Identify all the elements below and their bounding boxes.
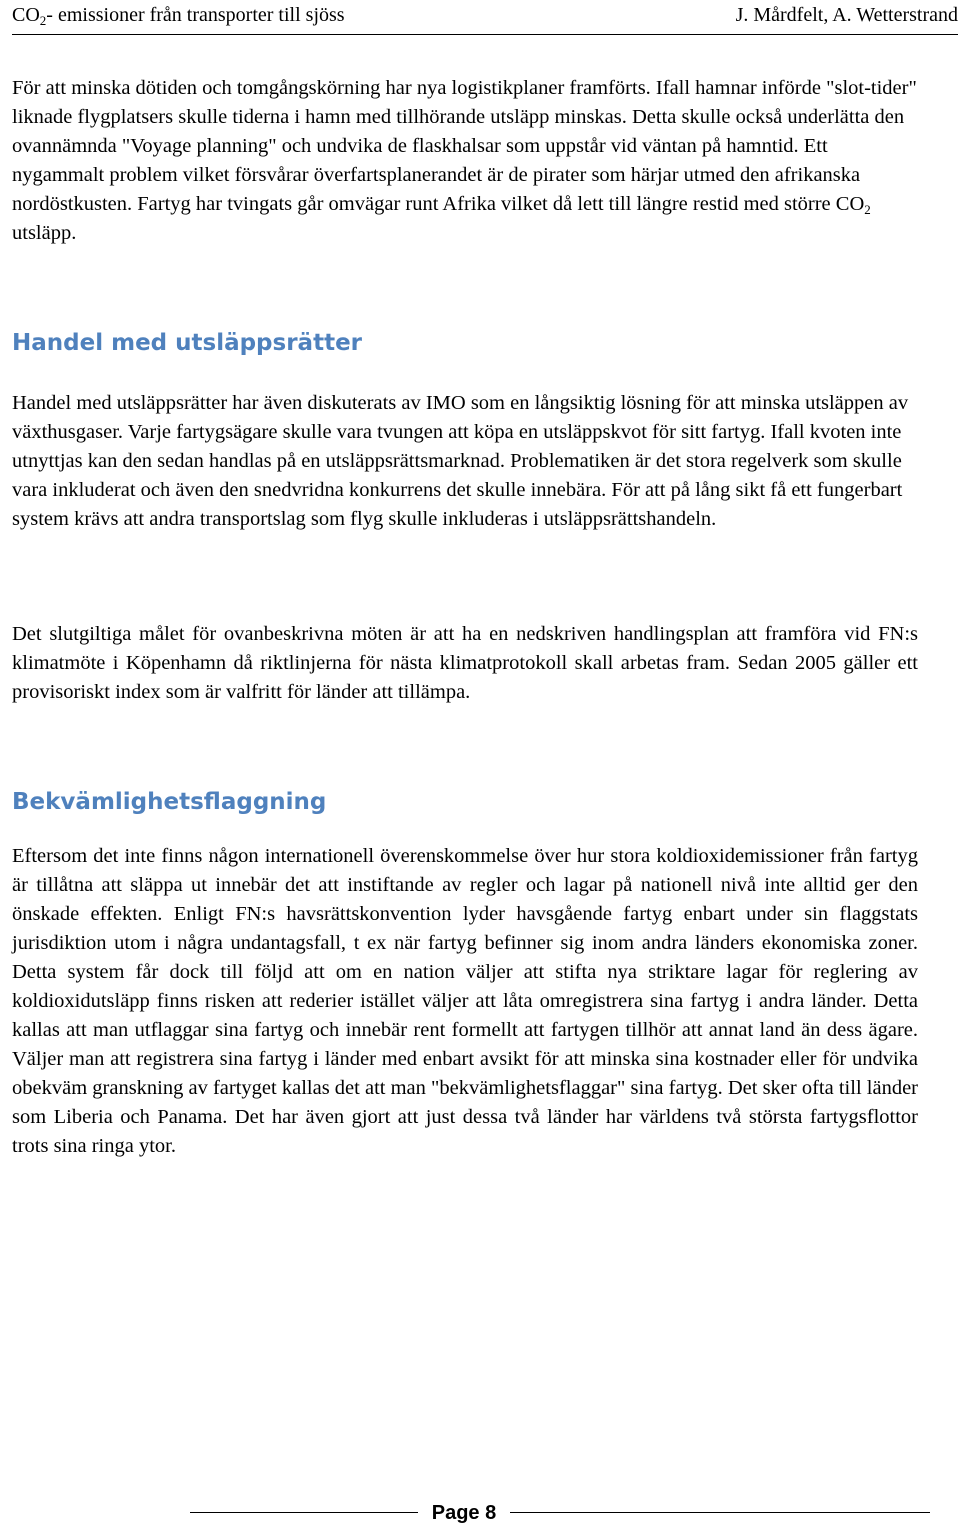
section-heading-flags-of-convenience: Bekvämlighetsflaggning [12, 789, 327, 815]
title-prefix: CO [12, 4, 40, 26]
document-title [12, 0, 345, 30]
document-authors: J. Mårdfelt, A. Wetterstrand [735, 4, 958, 26]
intro-paragraph [12, 74, 922, 248]
section-heading-emissions-trading: Handel med utsläppsrätter [12, 330, 363, 356]
footer-divider-left [190, 1512, 418, 1513]
intro-subscript: 2 [864, 202, 871, 217]
title-suffix: - emissioner från transporter till sjöss [46, 4, 345, 26]
action-plan-paragraph: Det slutgiltiga målet för ovanbeskrivna möten är att ha en nedskriven handlingsplan att framföra vid FN:s klimatmöte i Köpenhamn då riktlinjerna för nästa klimatprotokoll skall arbetas fram. Sedan 2005 gäller ett provisoriskt index som är valfritt för länder att tillämpa. [12, 623, 918, 703]
flags-of-convenience-paragraph: Eftersom det inte finns någon internationell överenskommelse över hur stora koldioxidemissioner från fartyg är tillåtna att släppa ut innebär det att instiftande av regler och lagar på nationell nivå inte alltid ger den önskade effekten. Enligt FN:s havsrättskonvention lyder havsgående fartyg enbart under sin flaggstats jurisdiktion utom i några undantagsfall, t ex när fartyg befinner sig inom andra länders ekonomiska zoner. Detta system får dock till följd att om en nation väljer att stifta nya striktare lagar för reglering av koldioxidutsläpp finns risken att rederier istället väljer att låta omregistrera sina fartyg i andra länder. Detta kallas att man utflaggar sina fartyg och innebär rent formellt att fartygen tillhör att annat land än dess ägare. Väljer man att registrera sina fartyg i länder med enbart avsikt för att minska sina kostnader eller för undvika obekväm granskning av fartyget kallas det att man "bekvämlighetsflaggar" sina fartyg. Det sker ofta till länder som Liberia och Panama. Det har även gjort att just dessa två länder har världens två största fartygsflottor trots sina ringa ytor. [12, 845, 918, 1157]
footer-divider-right [510, 1512, 930, 1513]
page-number: Page 8 [431, 1502, 497, 1524]
title-subscript: 2 [39, 13, 47, 28]
page-header [0, 0, 960, 30]
emissions-trading-paragraph: Handel med utsläppsrätter har även diskuterats av IMO som en långsiktig lösning för att minska utsläppen av växthusgaser. Varje fartygsägare skulle vara tvungen att köpa en utsläppskvot för sitt fartyg. Ifall kvoten inte utnyttjas kan den sedan handlas på en utsläppsrättsmarknad. Problematiken är det stora regelverk som skulle vara inkluderat och även den snedvridna konkurrens det skulle innebära. För att på lång sikt få ett fungerbart system krävs att andra transportslag som flyg skulle inkluderas i utsläppsrättshandeln. [12, 392, 909, 530]
header-divider [12, 34, 958, 35]
intro-text: För att minska dötiden och tomgångskörning har nya logistikplaner framförts. Ifall hamnar införde "slot-tider" liknade flygplatsers skulle tiderna i hamn med tillhörande utsläpp minskas. Detta skulle också underlätta den ovannämnda "Voyage planning" och undvika de flaskhalsar som uppstår vid väntan på hamntid. Ett nygammalt problem vilket försvårar överfartsplanerandet är de pirater som härjar utmed den afrikanska nordöstkusten. Fartyg har tvingats går omvägar runt Afrika vilket då lett till längre restid med större CO [12, 77, 917, 215]
intro-text-end: utsläpp. [12, 222, 77, 244]
